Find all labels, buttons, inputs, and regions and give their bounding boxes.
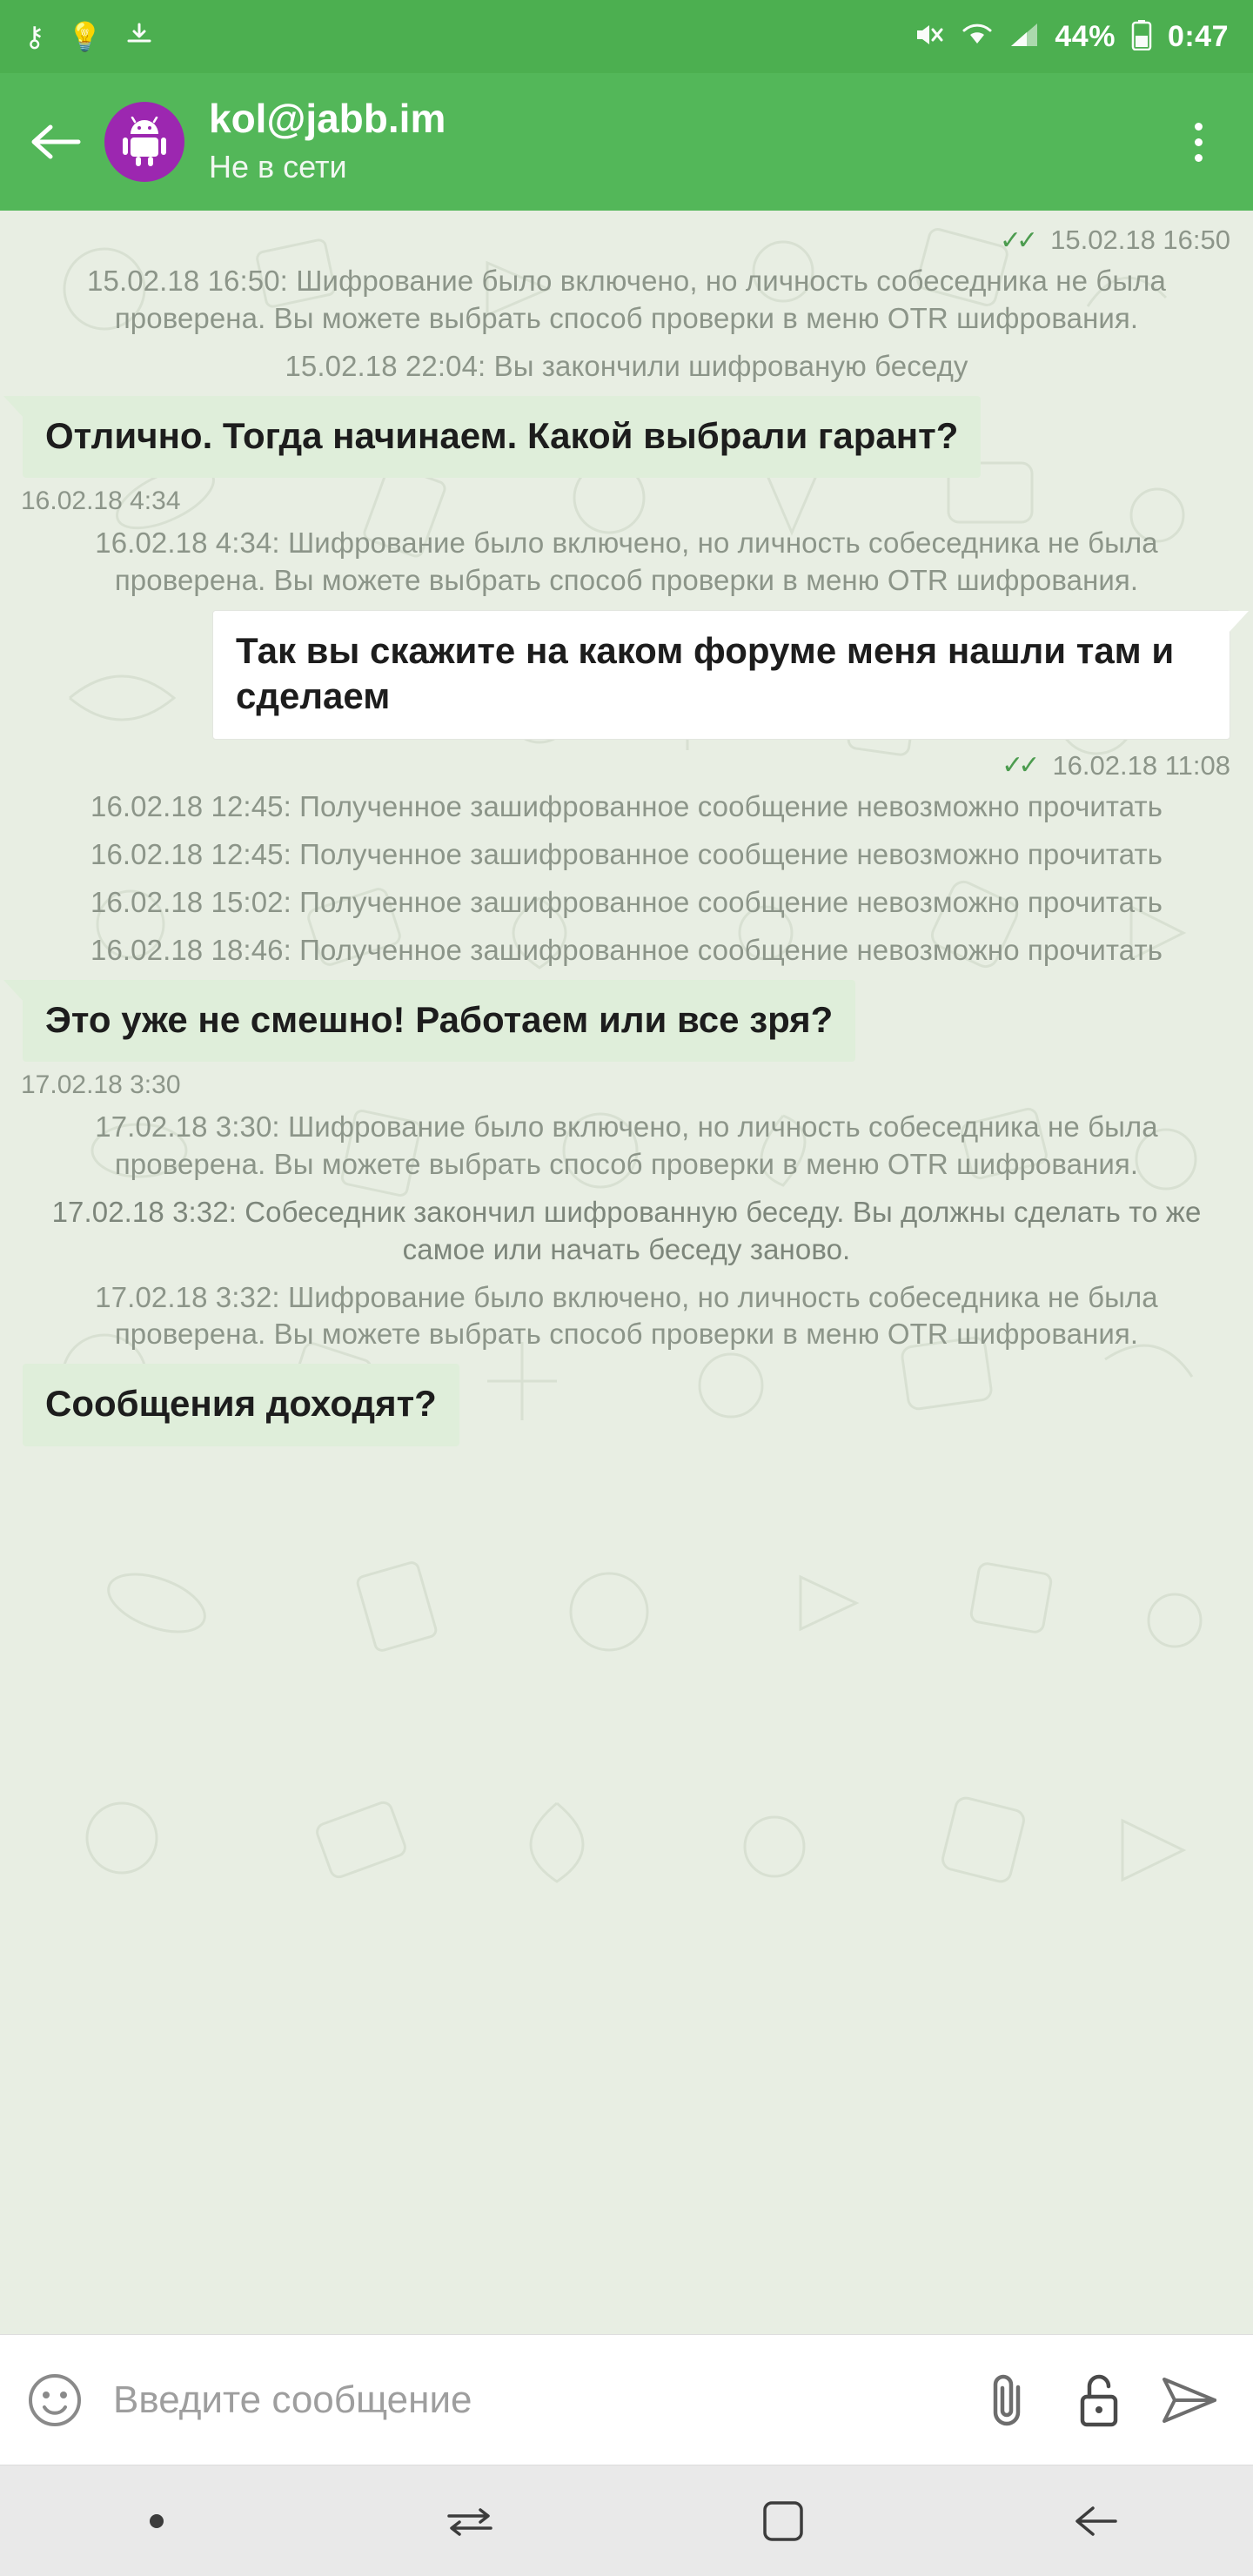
message-row-incoming [0, 1358, 1253, 1452]
page-title: kol@jabb.im [209, 96, 446, 142]
system-message: 16.02.18 4:34: Шифрование было включено, но личность собеседника не была проверена. Вы можете выбрать способ проверки в меню OTR шифрования. [95, 527, 1158, 597]
unlocked-padlock-icon[interactable] [1062, 2363, 1136, 2438]
mute-icon [914, 21, 945, 53]
system-message: 16.02.18 12:45: Полученное зашифрованное сообщение невозможно прочитать [90, 789, 1163, 822]
clock-label: 0:47 [1167, 19, 1229, 53]
system-message: 16.02.18 12:45: Полученное зашифрованное сообщение невозможно прочитать [90, 837, 1163, 870]
message-timestamp: 16.02.18 4:34 [21, 486, 181, 516]
download-icon [124, 22, 154, 52]
chat-bubble-outgoing[interactable]: Так вы скажите на каком форуме меня нашли там и сделаем [212, 610, 1230, 740]
recents-icon [446, 2506, 494, 2537]
message-row-incoming [0, 391, 1253, 484]
back-icon [1072, 2501, 1121, 2541]
signal-icon [1009, 22, 1039, 52]
nav-dot[interactable] [87, 2482, 226, 2560]
send-icon[interactable] [1152, 2363, 1227, 2438]
message-timestamp: 17.02.18 3:30 [21, 1070, 181, 1100]
home-icon [761, 2499, 806, 2544]
read-receipt [0, 745, 1253, 783]
smiley-icon[interactable] [26, 2371, 84, 2429]
more-vertical-icon[interactable] [1166, 103, 1230, 181]
presence-status: Не в сети [209, 149, 347, 185]
nav-recents[interactable] [400, 2482, 539, 2560]
double-check-icon: ✓✓ [1002, 751, 1035, 781]
receipt-timestamp: 16.02.18 11:08 [1052, 749, 1230, 781]
app-bar [0, 73, 1253, 211]
app-bar-titles[interactable] [209, 96, 446, 188]
message-list [0, 211, 1253, 2334]
system-message: 17.02.18 3:32: Собеседник закончил шифрованную беседу. Вы должны сделать то же самое или начать беседу заново. [51, 1195, 1202, 1265]
system-message: 17.02.18 3:30: Шифрование было включено, но личность собеседника не была проверена. Вы можете выбрать способ проверки в меню OTR шифрования. [95, 1110, 1158, 1180]
battery-percent-label: 44% [1055, 19, 1116, 53]
system-message: 16.02.18 18:46: Полученное зашифрованное сообщение невозможно прочитать [90, 933, 1163, 966]
paperclip-icon[interactable] [971, 2363, 1046, 2438]
system-message: 15.02.18 22:04: Вы закончили шифрованую беседу [285, 349, 968, 382]
read-receipt [0, 219, 1253, 258]
nav-back[interactable] [1027, 2482, 1166, 2560]
status-bar [0, 0, 1253, 73]
chat-bubble-incoming[interactable]: Это уже не смешно! Работаем или все зря? [23, 980, 855, 1063]
status-bar-right-icons [914, 19, 1229, 55]
system-message: 15.02.18 16:50: Шифрование было включено, но личность собеседника не была проверена. Вы можете выбрать способ проверки в меню OTR шифрования. [87, 265, 1166, 334]
search-input[interactable] [99, 2378, 955, 2422]
back-arrow-icon[interactable] [23, 109, 89, 175]
battery-icon [1131, 19, 1152, 55]
system-nav-bar [0, 2465, 1253, 2576]
system-message: 17.02.18 3:32: Шифрование было включено, но личность собеседника не была проверена. Вы можете выбрать способ проверки в меню OTR шифрования. [95, 1280, 1158, 1351]
system-message: 16.02.18 15:02: Полученное зашифрованное сообщение невозможно прочитать [90, 885, 1163, 918]
lightbulb-icon: 💡 [67, 21, 103, 52]
wifi-icon [961, 22, 994, 52]
double-check-icon: ✓✓ [999, 225, 1034, 255]
message-row-outgoing [0, 605, 1253, 745]
chat-bubble-incoming[interactable]: Отлично. Тогда начинаем. Какой выбрали гарант? [23, 396, 981, 479]
message-input-bar [0, 2334, 1253, 2465]
key-icon: ⚷ [24, 21, 45, 52]
receipt-timestamp: 15.02.18 16:50 [1050, 225, 1230, 255]
status-bar-left-icons [24, 22, 154, 52]
message-row-incoming [0, 975, 1253, 1068]
chat-scroll-area[interactable] [0, 211, 1253, 2334]
nav-home[interactable] [714, 2482, 853, 2560]
chat-bubble-incoming[interactable]: Сообщения доходят? [23, 1364, 459, 1446]
dot-icon [150, 2514, 164, 2528]
avatar[interactable] [104, 102, 184, 182]
